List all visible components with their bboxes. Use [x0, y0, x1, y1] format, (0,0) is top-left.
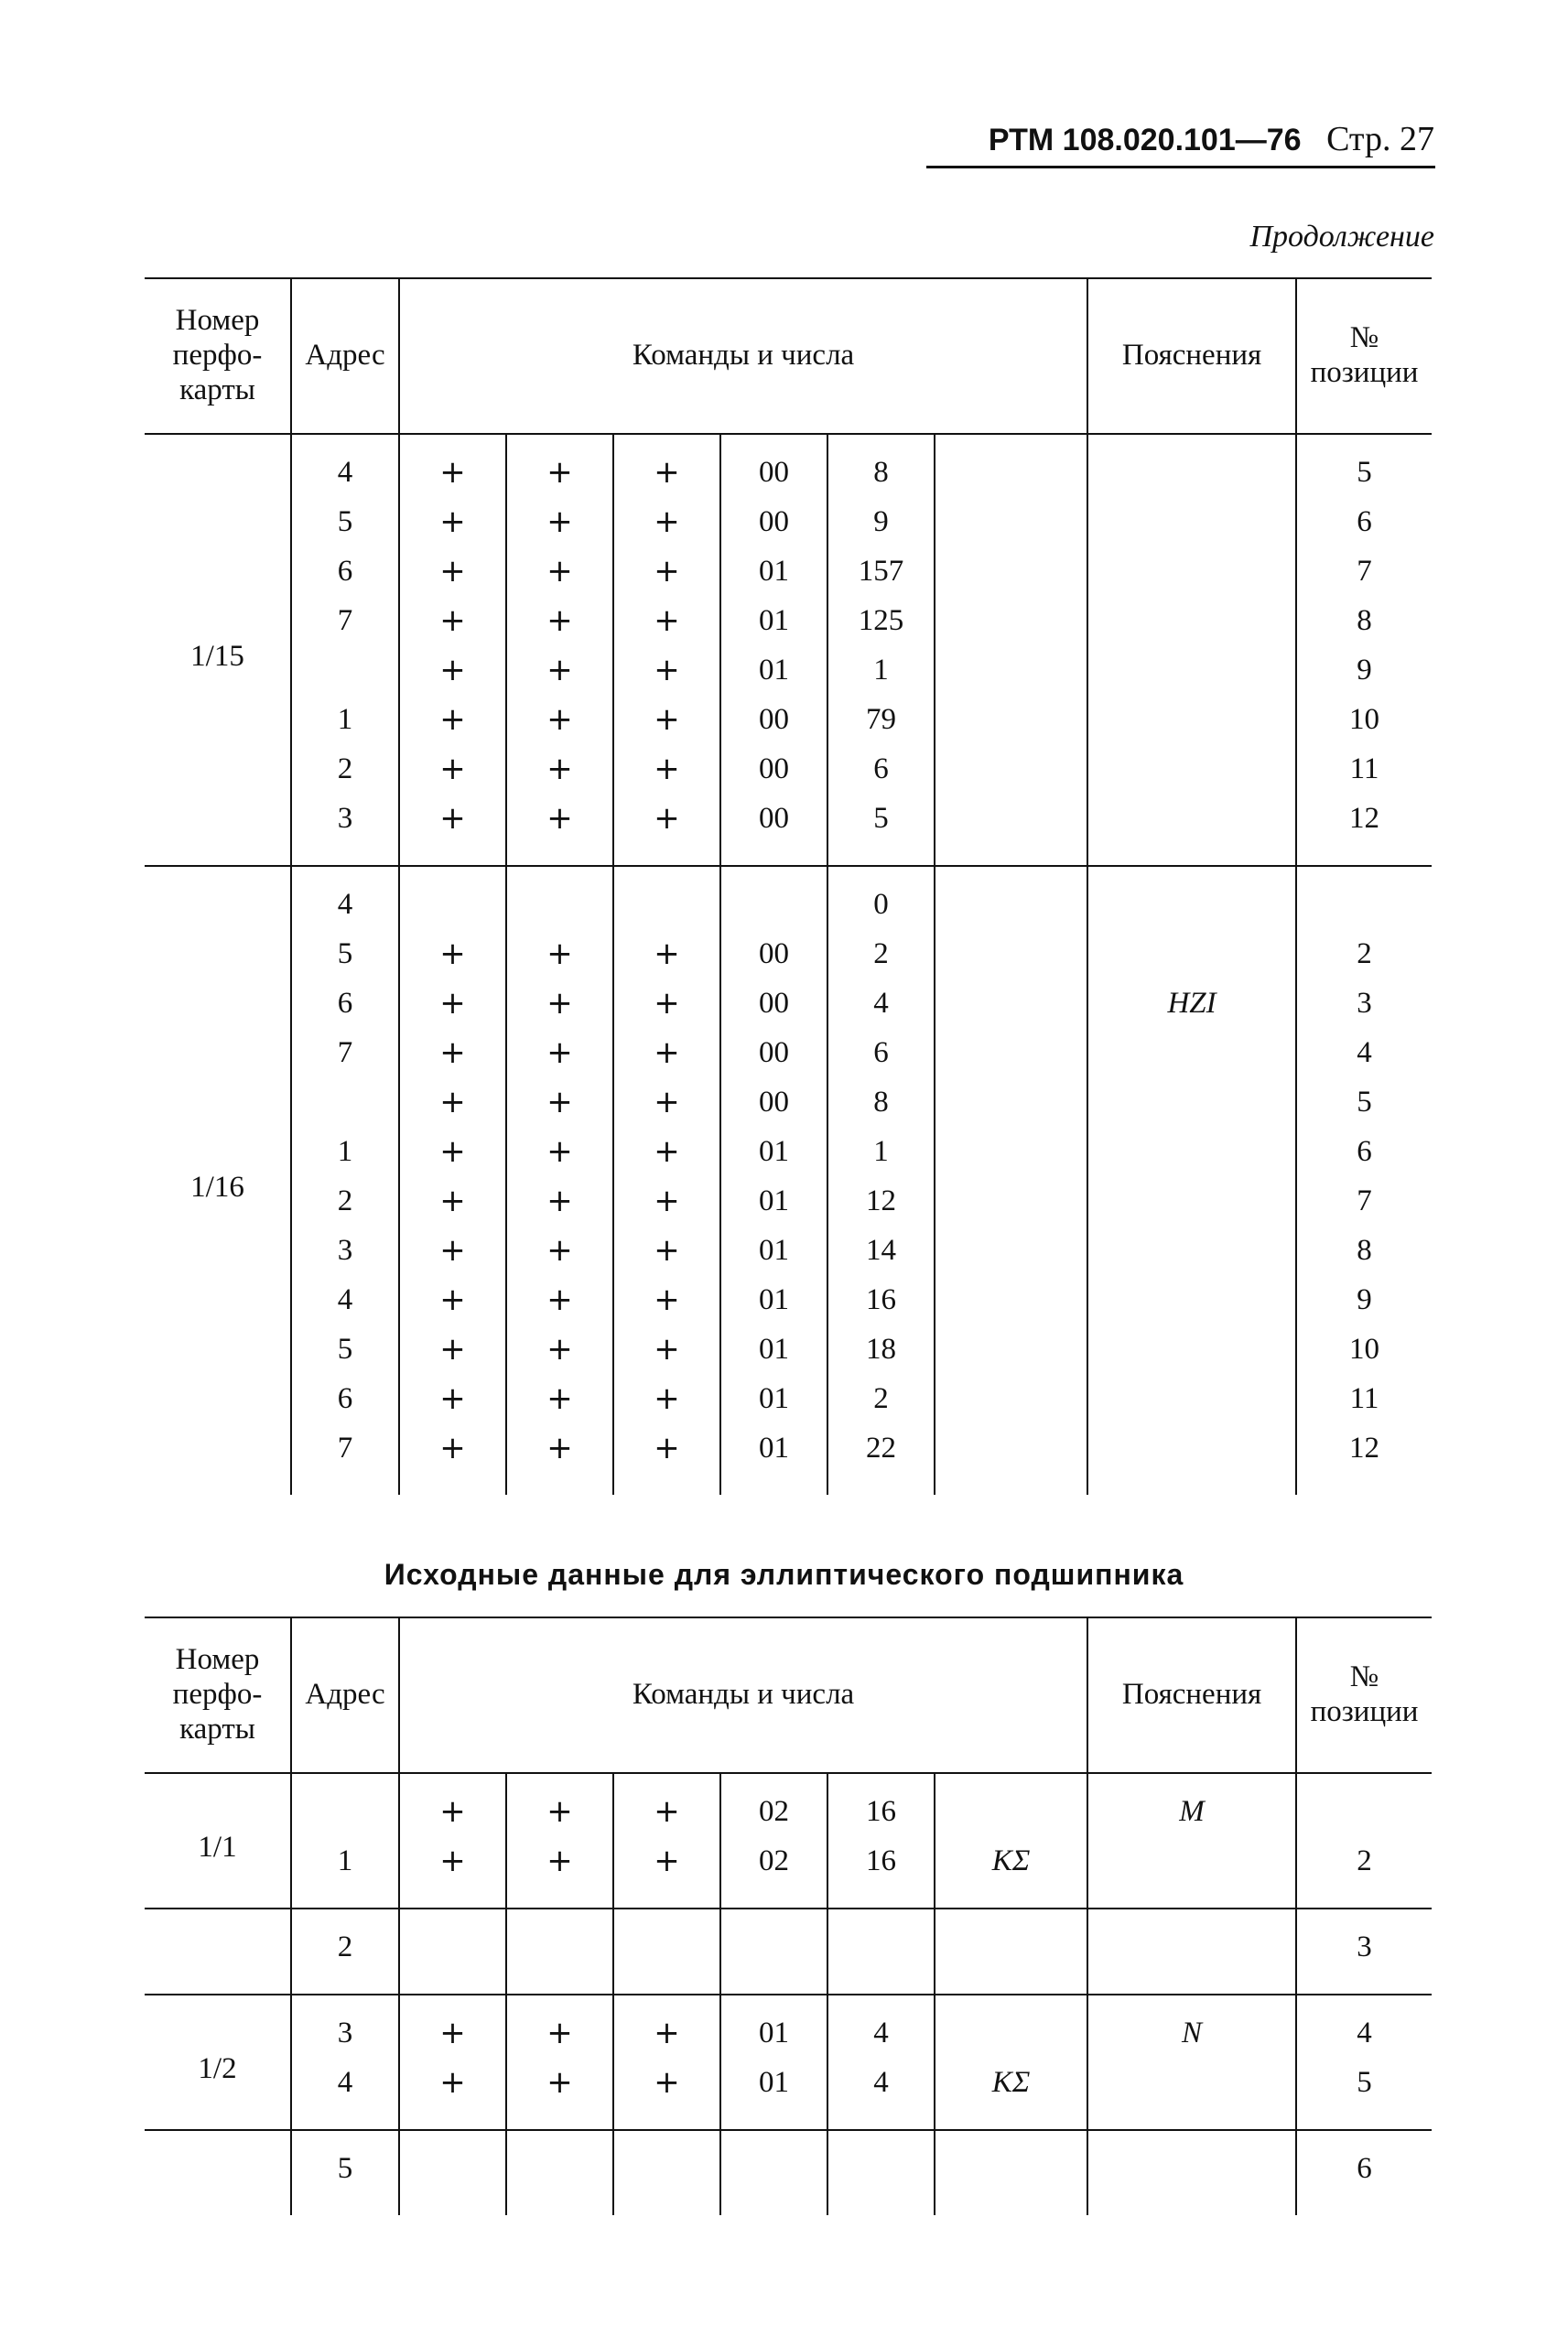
command-number: 125 [827, 596, 935, 645]
command-code: 01 [720, 1275, 827, 1325]
command-extra [935, 2130, 1087, 2215]
note-cell [1087, 1836, 1296, 1909]
command-sign-1: + [399, 1836, 506, 1909]
table-row [145, 744, 1432, 794]
command-number: 1 [827, 1127, 935, 1176]
command-sign-1 [399, 866, 506, 929]
command-extra [935, 546, 1087, 596]
command-sign-3: + [613, 1325, 720, 1374]
table-row [145, 1077, 1432, 1127]
command-code: 01 [720, 1374, 827, 1423]
address-cell: 5 [291, 497, 399, 546]
card-number-cell: 1/2 [145, 1995, 291, 2130]
command-sign-1: + [399, 1275, 506, 1325]
position-cell: 7 [1296, 1176, 1432, 1226]
command-code: 00 [720, 497, 827, 546]
command-code: 00 [720, 794, 827, 866]
command-sign-1: + [399, 1995, 506, 2058]
address-cell: 4 [291, 2058, 399, 2130]
command-number: 6 [827, 1028, 935, 1077]
command-sign-1: + [399, 1127, 506, 1176]
command-sign-3: + [613, 695, 720, 744]
command-sign-2: + [506, 979, 613, 1028]
col-header-card: Номер перфо- карты [172, 304, 263, 406]
note-cell [1087, 434, 1296, 497]
note-cell [1087, 1909, 1296, 1995]
command-sign-1: + [399, 497, 506, 546]
command-number: 157 [827, 546, 935, 596]
command-extra [935, 1127, 1087, 1176]
address-cell: 3 [291, 1995, 399, 2058]
command-sign-1: + [399, 1423, 506, 1495]
command-code: 02 [720, 1836, 827, 1909]
note-cell [1087, 2130, 1296, 2215]
command-code: 01 [720, 1995, 827, 2058]
header-rule [926, 166, 1435, 168]
table-row [145, 1176, 1432, 1226]
table-row [145, 1325, 1432, 1374]
command-sign-1: + [399, 744, 506, 794]
command-sign-3: + [613, 645, 720, 695]
note-cell [1087, 497, 1296, 546]
table-row [145, 1423, 1432, 1495]
command-code [720, 1909, 827, 1995]
command-code: 01 [720, 1176, 827, 1226]
command-code: 00 [720, 434, 827, 497]
command-sign-1: + [399, 434, 506, 497]
command-extra [935, 744, 1087, 794]
command-code: 00 [720, 1077, 827, 1127]
table-row [145, 1995, 1432, 2058]
command-number: 5 [827, 794, 935, 866]
table-cards-15-16 [145, 277, 1432, 1495]
table-body [145, 1773, 1432, 2215]
position-cell: 12 [1296, 794, 1432, 866]
note-cell [1087, 1176, 1296, 1226]
command-extra [935, 866, 1087, 929]
command-sign-3 [613, 1909, 720, 1995]
command-number: 14 [827, 1226, 935, 1275]
command-extra [935, 1374, 1087, 1423]
address-cell: 6 [291, 979, 399, 1028]
note-cell [1087, 794, 1296, 866]
table-row [145, 434, 1432, 497]
command-sign-2: + [506, 1226, 613, 1275]
position-cell: 3 [1296, 979, 1432, 1028]
command-code [720, 2130, 827, 2215]
command-sign-2: + [506, 1374, 613, 1423]
note-cell [1087, 596, 1296, 645]
command-extra [935, 1423, 1087, 1495]
address-cell [291, 1773, 399, 1836]
command-sign-1: + [399, 1176, 506, 1226]
note-cell [1087, 1127, 1296, 1176]
position-cell: 10 [1296, 695, 1432, 744]
address-cell: 7 [291, 596, 399, 645]
command-sign-2: + [506, 596, 613, 645]
command-extra [935, 645, 1087, 695]
note-cell [1087, 695, 1296, 744]
address-cell: 1 [291, 695, 399, 744]
position-cell: 5 [1296, 434, 1432, 497]
command-number: 16 [827, 1773, 935, 1836]
command-sign-3: + [613, 979, 720, 1028]
command-sign-1: + [399, 1226, 506, 1275]
address-cell [291, 1077, 399, 1127]
command-sign-3 [613, 2130, 720, 2215]
command-extra [935, 497, 1087, 546]
col-header-notes: Пояснения [1087, 1617, 1296, 1773]
command-sign-2: + [506, 434, 613, 497]
position-cell: 7 [1296, 546, 1432, 596]
command-code: 01 [720, 1127, 827, 1176]
command-extra [935, 1325, 1087, 1374]
command-sign-1 [399, 2130, 506, 2215]
command-extra [935, 1077, 1087, 1127]
card-number-cell [145, 1909, 291, 1995]
command-number [827, 2130, 935, 2215]
command-sign-2: + [506, 744, 613, 794]
card-number-cell [145, 2130, 291, 2215]
command-number: 0 [827, 866, 935, 929]
command-number: 4 [827, 1995, 935, 2058]
command-number: 22 [827, 1423, 935, 1495]
note-cell [1087, 1226, 1296, 1275]
command-sign-3: + [613, 744, 720, 794]
command-sign-3: + [613, 434, 720, 497]
position-cell: 6 [1296, 497, 1432, 546]
command-sign-3: + [613, 929, 720, 979]
command-sign-1: + [399, 1374, 506, 1423]
address-cell: 5 [291, 929, 399, 979]
command-sign-3: + [613, 1995, 720, 2058]
address-cell: 3 [291, 794, 399, 866]
table-row [145, 1909, 1432, 1995]
note-cell [1087, 1325, 1296, 1374]
address-cell: 2 [291, 1176, 399, 1226]
col-header-card: Номер перфо- карты [172, 1643, 263, 1746]
command-sign-1: + [399, 794, 506, 866]
command-sign-2: + [506, 1836, 613, 1909]
position-cell: 8 [1296, 596, 1432, 645]
command-sign-2 [506, 2130, 613, 2215]
command-extra: KΣ [935, 1836, 1087, 1909]
command-sign-1: + [399, 2058, 506, 2130]
address-cell: 2 [291, 1909, 399, 1995]
command-sign-1: + [399, 1077, 506, 1127]
position-cell: 4 [1296, 1995, 1432, 2058]
command-code: 00 [720, 744, 827, 794]
command-sign-1: + [399, 645, 506, 695]
command-extra [935, 434, 1087, 497]
address-cell: 4 [291, 434, 399, 497]
position-cell [1296, 1773, 1432, 1836]
command-sign-2: + [506, 794, 613, 866]
command-number: 16 [827, 1836, 935, 1909]
table-body [145, 434, 1432, 1495]
position-cell: 2 [1296, 929, 1432, 979]
table-row [145, 2058, 1432, 2130]
table-row [145, 2130, 1432, 2215]
note-cell: N [1087, 1995, 1296, 2058]
command-number: 1 [827, 645, 935, 695]
command-number: 12 [827, 1176, 935, 1226]
note-cell [1087, 2058, 1296, 2130]
command-extra [935, 1226, 1087, 1275]
address-cell: 5 [291, 1325, 399, 1374]
col-header-address: Адрес [291, 1617, 399, 1773]
command-sign-2: + [506, 695, 613, 744]
command-code [720, 866, 827, 929]
command-code: 01 [720, 546, 827, 596]
address-cell: 1 [291, 1836, 399, 1909]
command-number: 2 [827, 929, 935, 979]
address-cell: 6 [291, 546, 399, 596]
command-sign-3: + [613, 596, 720, 645]
note-cell [1087, 546, 1296, 596]
position-cell: 2 [1296, 1836, 1432, 1909]
command-code: 01 [720, 596, 827, 645]
command-extra [935, 695, 1087, 744]
command-sign-2: + [506, 645, 613, 695]
table-row [145, 695, 1432, 744]
command-number: 4 [827, 979, 935, 1028]
table-row [145, 596, 1432, 645]
table-row [145, 1275, 1432, 1325]
address-cell: 1 [291, 1127, 399, 1176]
table-row [145, 794, 1432, 866]
table-row [145, 1773, 1432, 1836]
position-cell: 8 [1296, 1226, 1432, 1275]
command-sign-3: + [613, 1028, 720, 1077]
command-sign-3: + [613, 1077, 720, 1127]
command-extra [935, 1773, 1087, 1836]
table-row [145, 1226, 1432, 1275]
table-row [145, 979, 1432, 1028]
position-cell: 12 [1296, 1423, 1432, 1495]
command-sign-3: + [613, 1423, 720, 1495]
col-header-position: № позиции [1296, 278, 1432, 434]
table-row [145, 866, 1432, 929]
table-row [145, 546, 1432, 596]
command-extra [935, 1176, 1087, 1226]
command-sign-2: + [506, 2058, 613, 2130]
command-sign-2: + [506, 1773, 613, 1836]
command-number: 2 [827, 1374, 935, 1423]
command-sign-3: + [613, 2058, 720, 2130]
command-code: 02 [720, 1773, 827, 1836]
command-code: 00 [720, 929, 827, 979]
note-cell [1087, 1423, 1296, 1495]
command-sign-2 [506, 866, 613, 929]
command-sign-3: + [613, 1226, 720, 1275]
card-number-cell: 1/1 [198, 1830, 237, 1864]
command-sign-1: + [399, 929, 506, 979]
position-cell: 9 [1296, 645, 1432, 695]
position-cell: 9 [1296, 1275, 1432, 1325]
col-header-position: № позиции [1296, 1617, 1432, 1773]
position-cell: 11 [1296, 1374, 1432, 1423]
note-cell [1087, 1028, 1296, 1077]
note-cell [1087, 929, 1296, 979]
command-number: 4 [827, 2058, 935, 2130]
note-cell: HZI [1087, 979, 1296, 1028]
address-cell: 4 [291, 1275, 399, 1325]
card-number-cell: 1/16 [145, 866, 291, 1495]
note-cell [1087, 1275, 1296, 1325]
command-extra [935, 929, 1087, 979]
command-sign-2: + [506, 497, 613, 546]
continuation-label: Продолжение [1249, 220, 1434, 254]
command-extra [935, 1275, 1087, 1325]
command-code: 01 [720, 1325, 827, 1374]
address-cell: 6 [291, 1374, 399, 1423]
command-sign-3: + [613, 1773, 720, 1836]
page-number: Стр. 27 [1326, 120, 1434, 158]
command-code: 01 [720, 2058, 827, 2130]
note-cell [1087, 866, 1296, 929]
command-sign-2 [506, 1909, 613, 1995]
command-sign-2: + [506, 1127, 613, 1176]
command-sign-1: + [399, 546, 506, 596]
command-code: 01 [720, 1423, 827, 1495]
note-cell [1087, 1374, 1296, 1423]
command-sign-3: + [613, 546, 720, 596]
command-sign-1 [399, 1909, 506, 1995]
command-extra [935, 1909, 1087, 1995]
section-title-elliptic-bearing: Исходные данные для эллиптического подшипника [384, 1558, 1184, 1591]
command-sign-2: + [506, 1995, 613, 2058]
position-cell: 11 [1296, 744, 1432, 794]
command-number [827, 1909, 935, 1995]
command-sign-1: + [399, 979, 506, 1028]
table-row [145, 645, 1432, 695]
table-row [145, 1374, 1432, 1423]
address-cell: 7 [291, 1028, 399, 1077]
command-sign-1: + [399, 1773, 506, 1836]
command-number: 6 [827, 744, 935, 794]
address-cell: 5 [291, 2130, 399, 2215]
command-code: 00 [720, 1028, 827, 1077]
command-sign-3: + [613, 1176, 720, 1226]
command-sign-2: + [506, 1275, 613, 1325]
command-number: 16 [827, 1275, 935, 1325]
position-cell: 4 [1296, 1028, 1432, 1077]
command-sign-3: + [613, 794, 720, 866]
command-sign-2: + [506, 1176, 613, 1226]
col-header-commands: Команды и числа [399, 1617, 1087, 1773]
position-cell: 10 [1296, 1325, 1432, 1374]
position-cell: 3 [1296, 1909, 1432, 1995]
note-cell [1087, 1077, 1296, 1127]
command-extra [935, 979, 1087, 1028]
table-row [145, 1836, 1432, 1909]
command-sign-3 [613, 866, 720, 929]
command-number: 8 [827, 1077, 935, 1127]
command-sign-3: + [613, 497, 720, 546]
command-extra [935, 1995, 1087, 2058]
command-sign-2: + [506, 1325, 613, 1374]
command-code: 00 [720, 979, 827, 1028]
page-header [989, 119, 1434, 159]
command-code: 01 [720, 645, 827, 695]
col-header-notes: Пояснения [1087, 278, 1296, 434]
command-extra [935, 1028, 1087, 1077]
card-number-cell: 1/15 [190, 639, 244, 673]
note-cell: M [1087, 1773, 1296, 1836]
command-sign-2: + [506, 546, 613, 596]
command-number: 8 [827, 434, 935, 497]
command-number: 9 [827, 497, 935, 546]
position-cell: 5 [1296, 2058, 1432, 2130]
table-row [145, 497, 1432, 546]
command-number: 18 [827, 1325, 935, 1374]
address-cell [291, 645, 399, 695]
note-cell [1087, 645, 1296, 695]
table-row [145, 1028, 1432, 1077]
command-sign-1: + [399, 596, 506, 645]
table-row [145, 1127, 1432, 1176]
position-cell: 6 [1296, 1127, 1432, 1176]
command-sign-2: + [506, 1423, 613, 1495]
position-cell: 6 [1296, 2130, 1432, 2215]
command-sign-3: + [613, 1836, 720, 1909]
command-extra: KΣ [935, 2058, 1087, 2130]
document-code: РТМ 108.020.101—76 [988, 123, 1302, 157]
command-sign-2: + [506, 1077, 613, 1127]
command-extra [935, 596, 1087, 645]
address-cell: 4 [291, 866, 399, 929]
command-sign-3: + [613, 1374, 720, 1423]
col-header-address: Адрес [291, 278, 399, 434]
command-sign-1: + [399, 1325, 506, 1374]
address-cell: 2 [291, 744, 399, 794]
position-cell: 5 [1296, 1077, 1432, 1127]
table-row [145, 929, 1432, 979]
command-sign-2: + [506, 1028, 613, 1077]
position-cell [1296, 866, 1432, 929]
command-sign-1: + [399, 695, 506, 744]
command-sign-2: + [506, 929, 613, 979]
address-cell: 7 [291, 1423, 399, 1495]
command-sign-3: + [613, 1127, 720, 1176]
col-header-commands: Команды и числа [399, 278, 1087, 434]
command-extra [935, 794, 1087, 866]
table-elliptic-bearing [145, 1617, 1432, 2215]
address-cell: 3 [291, 1226, 399, 1275]
note-cell [1087, 744, 1296, 794]
command-sign-1: + [399, 1028, 506, 1077]
command-sign-3: + [613, 1275, 720, 1325]
command-number: 79 [827, 695, 935, 744]
command-code: 00 [720, 695, 827, 744]
command-code: 01 [720, 1226, 827, 1275]
